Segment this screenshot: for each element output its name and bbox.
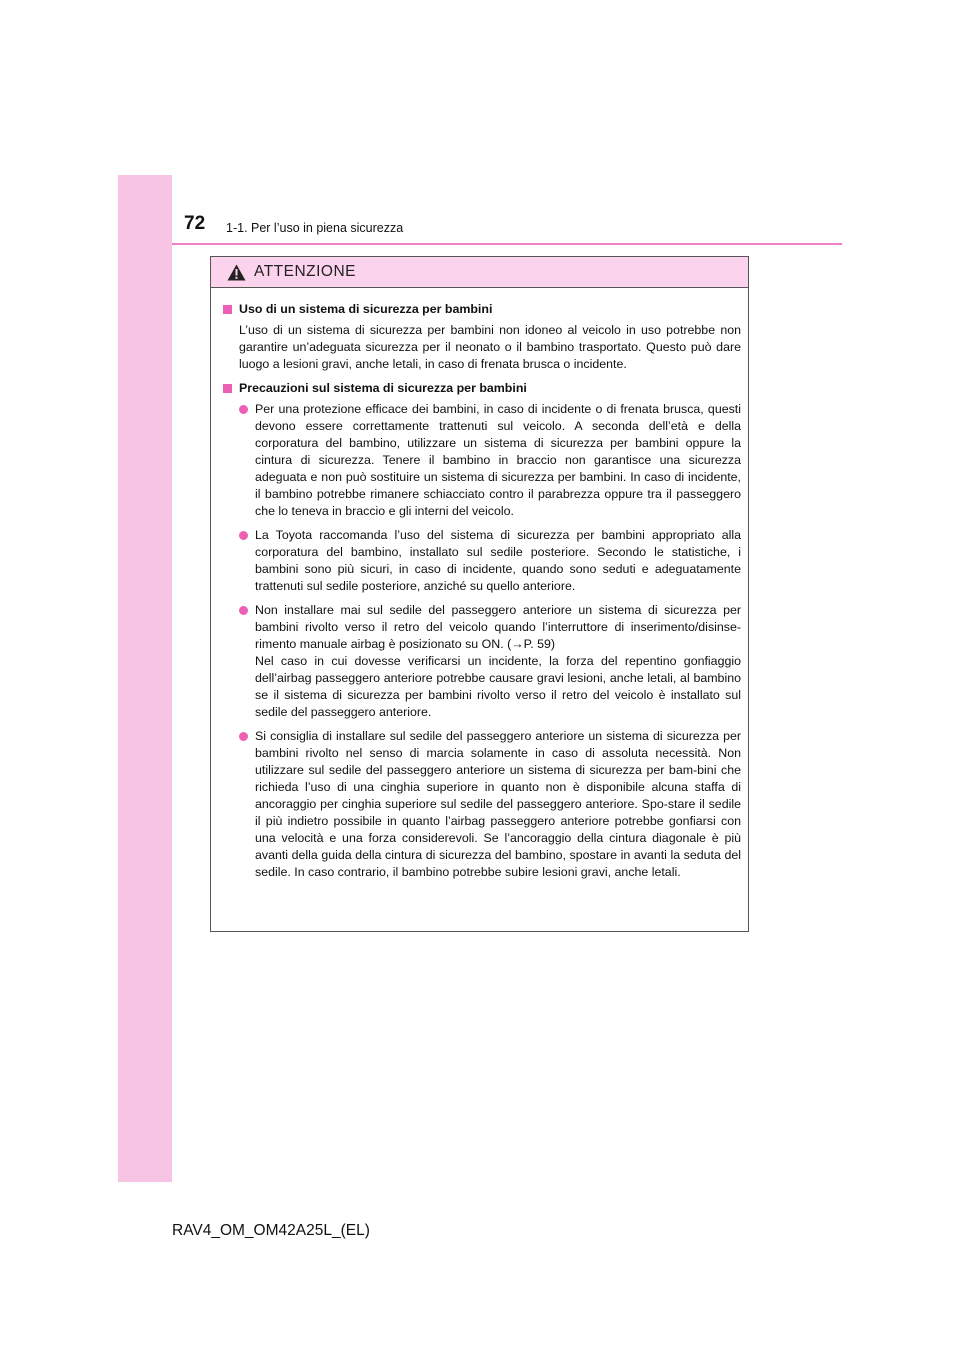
side-tab-bar — [118, 175, 172, 1182]
page-number: 72 — [184, 213, 206, 234]
warning-triangle-icon — [227, 264, 246, 281]
list-item — [239, 527, 741, 595]
list-item-text: La Toyota raccomanda l’uso del sistema di sicurezza per bambini appropriato alla corporatura del bambino, installato sul sedile posteriore. Secondo le statistiche, i bambini sono più sicuri, in caso di incidente, quando sono seduti e adeguatamente trattenuti sul sedile posteriore, anziché su quello anteriore. — [255, 528, 741, 593]
section-heading — [223, 301, 741, 318]
list-item-text: Si consiglia di installare sul sedile del passeggero anteriore un sistema di sicurezza per bambini rivolto nel senso di marcia solamente in caso di assoluta necessità. Non utilizzare sul sedile del passeggero anteriore un sistema di sicurezza per bam-bini che richieda l’uso di una cinghia superiore in quanto non è disponibile alcuna staffa di ancoraggio per cinghia superiore sul sedile del passeggero anteriore. Spo-stare il sedile il più indietro possibile in quanto l’airbag passeggero anteriore potrebbe gonfiarsi con una velocità e una forza considerevoli. Se l’ancoraggio della cintura diagonale è più avanti della guida della cintura di sicurezza del bambino, spostare in avanti la seduta del sedile. In caso contrario, il bambino potrebbe subire lesioni gravi, anche letali. — [255, 729, 741, 879]
round-bullet-icon — [239, 531, 248, 540]
warning-body — [211, 288, 748, 881]
warning-title: ATTENZIONE — [254, 263, 357, 280]
warning-box — [210, 256, 749, 932]
list-item-text — [255, 602, 741, 721]
section-paragraph: L’uso di un sistema di sicurezza per bambini non idoneo al veicolo in uso potrebbe non garantire un’adeguata sicurezza per il neonato o il bambino trasportato. Questo può dare luogo a lesioni gravi, anche letali, in caso di frenata brusca o incidente. — [239, 323, 741, 371]
section-heading-text: Precauzioni sul sistema di sicurezza per bambini — [239, 381, 527, 395]
round-bullet-icon — [239, 405, 248, 414]
section-heading — [223, 380, 741, 397]
round-bullet-icon — [239, 606, 248, 615]
square-bullet-icon — [223, 305, 232, 314]
list-item — [239, 728, 741, 881]
list-item-line: Nel caso in cui dovesse verificarsi un incidente, la forza del repentino gonfiaggio dell’airbag passeggero anteriore potrebbe causare gravi lesioni, anche letali, al bambino se il sistema di sicurezza per bambini rivolto verso il retro del veicolo è installato sul sedile del passeggero anteriore. — [255, 654, 741, 719]
warning-header — [211, 257, 748, 288]
header-divider — [172, 243, 842, 245]
list-item — [239, 401, 741, 520]
square-bullet-icon — [223, 384, 232, 393]
list-item-text: Per una protezione efficace dei bambini, in caso di incidente o di frenata brusca, questi devono essere correttamente trattenuti sul veicolo. A seconda dell’età e della corporatura del bambino, utilizzare un sistema di sicurezza per bambini oppure la cintura di sicurezza. Tenere il bambino in braccio non garantisce una sicurezza adeguata e non può sostituire un sistema di sicurezza per bambini. In caso di incidente, il bambino potrebbe rimanere schiacciato contro il parabrezza oppure tra il passeggero che lo teneva in braccio e gli interni del veicolo. — [255, 402, 741, 518]
list-item — [239, 602, 741, 721]
list-item-line: Non installare mai sul sedile del passeggero anteriore un sistema di sicurezza per bambini rivolto verso il retro del veicolo quando l’interruttore di inserimento/disinse-rimento manuale airbag è posizionato su ON. (→P. 59) — [255, 603, 741, 651]
section-title: 1-1. Per l’uso in piena sicurezza — [226, 221, 404, 235]
document-code: RAV4_OM_OM42A25L_(EL) — [172, 1222, 370, 1239]
round-bullet-icon — [239, 732, 248, 741]
section-heading-text: Uso di un sistema di sicurezza per bambini — [239, 302, 493, 316]
